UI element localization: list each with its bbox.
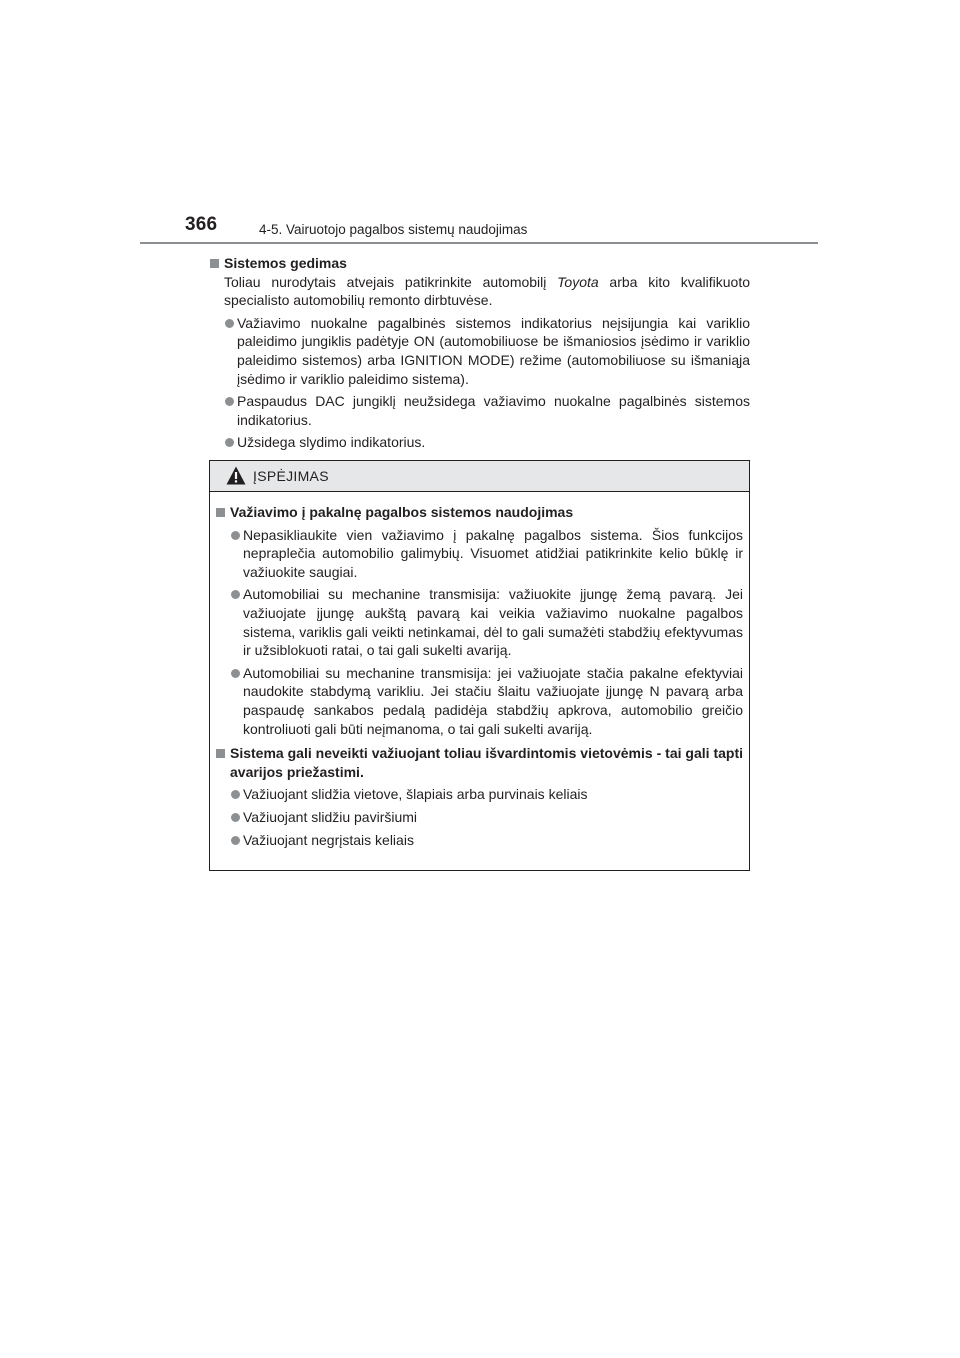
square-bullet-icon	[216, 749, 225, 758]
section-intro	[210, 273, 750, 310]
warning-section-heading	[216, 503, 743, 522]
square-bullet-icon	[216, 508, 225, 517]
list-item	[210, 433, 750, 452]
warning-box	[209, 460, 750, 871]
list-item-text: Paspaudus DAC jungiklį neužsidega važiavimo nuokalne pagalbinės sistemos indikatorius.	[237, 393, 750, 428]
round-bullet-icon	[225, 397, 234, 406]
warning-section-heading-text: Važiavimo į pakalnę pagalbos sistemos naudojimas	[230, 504, 574, 520]
section-heading-text: Sistemos gedimas	[224, 255, 347, 271]
round-bullet-icon	[231, 790, 240, 799]
list-item	[216, 785, 743, 804]
list-item-text: Užsidega slydimo indikatorius.	[237, 434, 426, 451]
intro-text-before: Toliau nurodytais atvejais patikrinkite automobilį	[224, 273, 558, 290]
list-item	[210, 392, 750, 429]
square-bullet-icon	[210, 259, 219, 268]
list-item	[210, 314, 750, 388]
list-item-text: Važiuojant slidžiu paviršiumi	[243, 808, 418, 825]
warning-section-heading	[216, 744, 743, 781]
list-item-text: Važiavimo nuokalne pagalbinės sistemos indikatorius neįsijungia kai variklio paleidimo jungiklis padėtyje ON (automobiliuose be išmaniosios įsėdimo ir variklio paleidimo sistemos) arba IGNITION MODE) režime (automobiliuose su išmaniąja įsėdimo ir variklio paleidimo sistema).	[237, 314, 750, 387]
chapter-title: 4-5. Vairuotojo pagalbos sistemų naudojimas	[259, 222, 528, 237]
list-item-text: Automobiliai su mechanine transmisija: jei važiuojate stačia pakalne efektyviai naudokite stabdymą varikliu. Jei stačiu šlaitu važiuojate įjungę N pavarą arba paspaudę sankabos pedalą padidėja stabdžių apkrova, automobilio greičio kontroliuoti gali būti neįmanoma, o tai gali sukelti avariją.	[243, 664, 743, 737]
warning-section-heading-text: Sistema gali neveikti važiuojant toliau išvardintomis vietovėmis - tai gali tapti avarijos priežastimi.	[230, 745, 743, 780]
list-item	[216, 808, 743, 827]
warning-body	[216, 503, 743, 849]
list-item-text: Važiuojant slidžia vietove, šlapiais arba purvinais keliais	[243, 786, 588, 803]
warning-header	[210, 461, 749, 492]
warning-triangle-icon	[226, 466, 246, 485]
round-bullet-icon	[231, 531, 240, 540]
round-bullet-icon	[231, 813, 240, 822]
list-item-text: Automobiliai su mechanine transmisija: važiuokite įjungę žemą pavarą. Jei važiuojate įjungę aukštą pavarą kai veikia važiavimo nuokalne pagalbos sistema, variklis gali veikti netinkamai, dėl to gali sumažėti stabdžių efektyvumas ir užsiblokuoti ratai, o tai gali sukelti avariją.	[243, 586, 743, 659]
list-item-text: Važiuojant negrįstais keliais	[243, 831, 414, 848]
brand-name: Toyota	[557, 273, 599, 290]
round-bullet-icon	[231, 590, 240, 599]
page-header	[185, 214, 825, 244]
round-bullet-icon	[225, 438, 234, 447]
list-item-text: Nepasikliaukite vien važiavimo į pakalnę pagalbos sistema. Šios funkcijos nepraplečia automobilio galimybių. Visuomet atidžiai patikrinkite kelio būklę ir važiuokite saugiai.	[243, 526, 743, 580]
round-bullet-icon	[231, 836, 240, 845]
warning-label: ĮSPĖJIMAS	[253, 468, 329, 484]
intro-text-after: arba kito kvalifikuoto specialisto automobilių remonto dirbtuvėse.	[224, 273, 750, 309]
list-item	[216, 526, 743, 582]
list-item	[216, 585, 743, 659]
list-item	[216, 664, 743, 738]
header-rule	[140, 242, 818, 244]
page-number: 366	[185, 214, 218, 235]
section-system-malfunction	[210, 254, 750, 452]
list-item	[216, 831, 743, 850]
section-heading	[210, 254, 750, 273]
round-bullet-icon	[225, 319, 234, 328]
round-bullet-icon	[231, 669, 240, 678]
